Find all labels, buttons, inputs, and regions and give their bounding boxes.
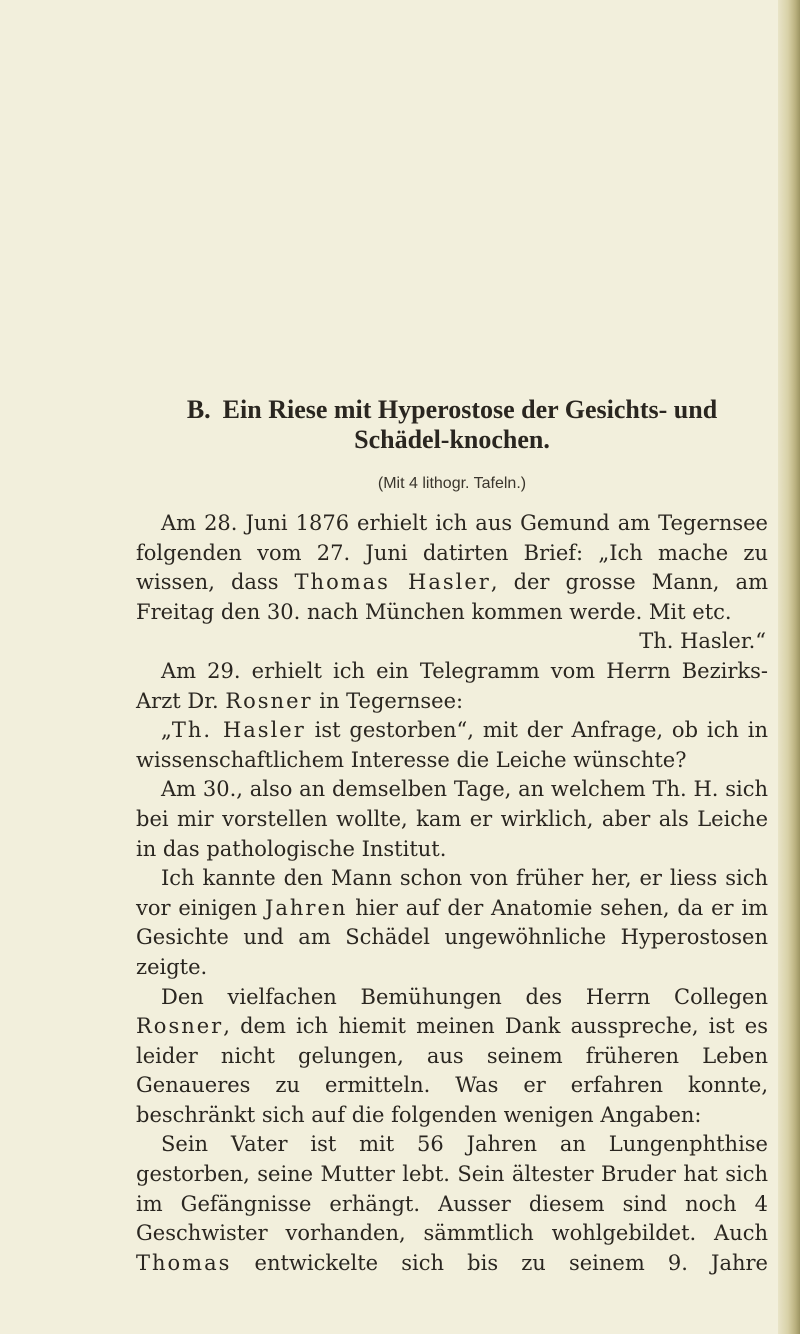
plates-note: (Mit 4 lithogr. Tafeln.) — [377, 475, 527, 492]
name-spaced: Rosner — [136, 1014, 224, 1039]
name-spaced: Thomas Hasler — [294, 570, 491, 595]
section-heading — [136, 395, 768, 455]
paragraph-telegram: Am 29. erhielt ich ein Telegramm vom Herrn Bezirks-Arzt Dr. Rosner in Tegernsee: — [136, 658, 768, 713]
word-spaced: Jahren — [264, 895, 348, 920]
paragraph-arrival: Am 30., also an demselben Tage, an welchem Th. H. sich bei mir vorstellen wollte, kam er wirklich, aber als Leiche in das pathologische Institut. — [136, 777, 768, 861]
name-spaced: Th. Hasler — [171, 718, 306, 743]
section-label: B. — [186, 395, 211, 424]
letter-signature: Th. Hasler.“ — [639, 629, 766, 654]
paragraph-quote: „Th. Hasler ist gestorben“, mit der Anfrage, ob ich in wissenschaftlichem Interesse die Leiche wünschte? — [136, 718, 768, 772]
page-edge-shadow — [778, 0, 800, 1334]
paragraph-acquaintance: Ich kannte den Mann schon von früher her, er liess sich vor einigen Jahren hier auf der Anatomie sehen, da er im Gesichte und am Schädel ungewöhnliche Hyperostosen zeigte. — [136, 866, 768, 979]
name-spaced: Rosner — [225, 688, 313, 713]
name-spaced: Thomas — [136, 1250, 232, 1275]
section-title: Ein Riese mit Hyperostose der Gesichts- und Schädel-knochen. — [222, 395, 718, 454]
paragraph-letter: Am 28. Juni 1876 erhielt ich aus Gemund am Tegernsee folgenden vom 27. Juni datirten Brief: „Ich mache zu wissen, dass Thomas Hasler, der grosse Mann, am Freitag den 30. nach München kommen werde. Mit etc. — [136, 511, 768, 624]
paragraph-acknowledgement: Den vielfachen Bemühungen des Herrn Collegen Rosner, dem ich hiemit meinen Dank ausspreche, ist es leider nicht gelungen, aus seinem früheren Leben Genaueres zu ermitteln. Was er erfahren konnte, beschränkt sich auf die folgenden wenigen Angaben: — [136, 984, 768, 1127]
article-body — [136, 395, 768, 1278]
paragraph-family: Sein Vater ist mit 56 Jahren an Lungenphthise gestorben, seine Mutter lebt. Sein ältester Bruder hat sich im Gefängnisse erhängt. Ausser diesem sind noch 4 Geschwister vorhanden, sämmtlich wohlgebildet. Auch Thomas entwickelte sich bis zu seinem 9. Jahre — [136, 1132, 768, 1275]
